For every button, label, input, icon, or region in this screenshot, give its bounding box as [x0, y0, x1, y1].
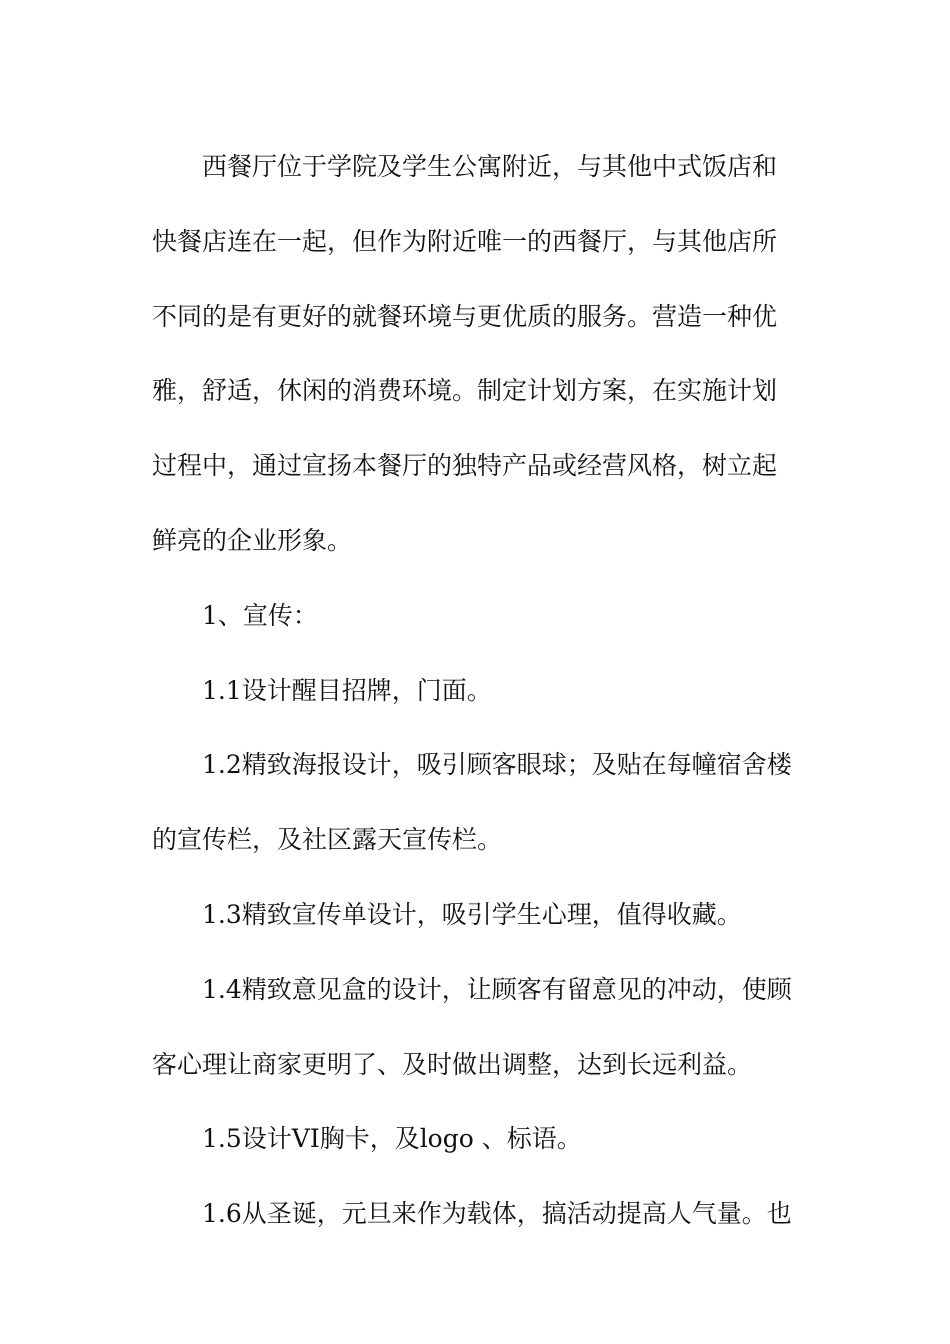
- list-item-1-1: [152, 654, 812, 729]
- list-item-1-4: [152, 953, 812, 1103]
- text-line: 1.2精致海报设计，吸引顾客眼球；及贴在每幢宿舍楼: [202, 750, 792, 780]
- document-body: [152, 130, 812, 1252]
- text-line: 鲜亮的企业形象。: [152, 525, 353, 555]
- text-line: 雅，舒适，休闲的消费环境。制定计划方案，在实施计划: [152, 376, 778, 406]
- text-line: 1.6从圣诞，元旦来作为载体，搞活动提高人气量。也: [202, 1199, 792, 1229]
- text-line: 西餐厅位于学院及学生公寓附近，与其他中式饭店和: [202, 152, 778, 181]
- text-line: 1、宣传：: [202, 600, 318, 630]
- text-line: 客心理让商家更明了、及时做出调整，达到长远利益。: [152, 1049, 753, 1079]
- text-line: 快餐店连在一起，但作为附近唯一的西餐厅，与其他店所: [152, 226, 778, 256]
- list-item-1-5: [152, 1102, 812, 1177]
- text-line: 不同的是有更好的就餐环境与更优质的服务。营造一种优: [152, 301, 778, 331]
- list-item-1-6: [152, 1177, 812, 1252]
- list-item-1-2: [152, 728, 812, 878]
- section-heading-publicity: [152, 579, 812, 654]
- list-item-1-3: [152, 878, 812, 953]
- text-line: 过程中，通过宣扬本餐厅的独特产品或经营风格，树立起: [152, 451, 778, 481]
- text-line: 的宣传栏，及社区露天宣传栏。: [152, 825, 503, 855]
- text-line: 1.3精致宣传单设计，吸引学生心理，值得收藏。: [202, 899, 742, 929]
- text-line: 1.4精致意见盒的设计，让顾客有留意见的冲动，使顾: [202, 974, 792, 1004]
- text-line: 1.1设计醒目招牌，门面。: [202, 675, 492, 705]
- paragraph-intro: [152, 130, 812, 579]
- text-line: 1.5设计VI胸卡，及logo 、标语。: [202, 1124, 582, 1154]
